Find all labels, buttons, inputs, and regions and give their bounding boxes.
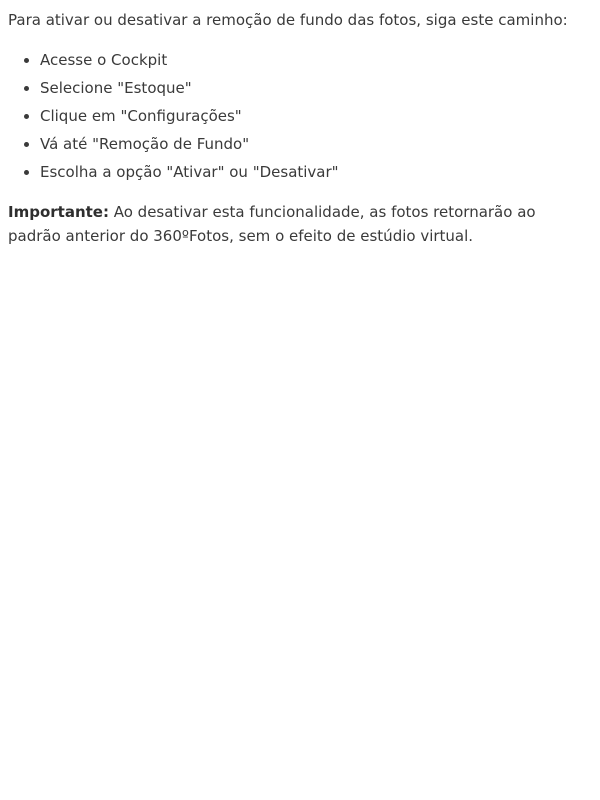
- step-item-5: • Escolha a opção "Ativar" ou "Desativar": [40, 160, 592, 184]
- step-item-2: • Selecione "Estoque": [40, 76, 592, 100]
- message-content: [0, 0, 600, 248]
- step-item-3: • Clique em "Configurações": [40, 104, 592, 128]
- step-item-1: • Acesse o Cockpit: [40, 48, 592, 72]
- step-item-4: • Vá até "Remoção de Fundo": [40, 132, 592, 156]
- important-text: Ao desativar esta funcionalidade, as fotos retornarão ao padrão anterior do 360ºFotos, sem o efeito de estúdio virtual.: [8, 203, 536, 245]
- intro-text: Para ativar ou desativar a remoção de fundo das fotos, siga este caminho:: [8, 11, 568, 29]
- important-label: Importante:: [8, 203, 109, 221]
- steps-list: [8, 48, 592, 184]
- important-note: [8, 200, 592, 248]
